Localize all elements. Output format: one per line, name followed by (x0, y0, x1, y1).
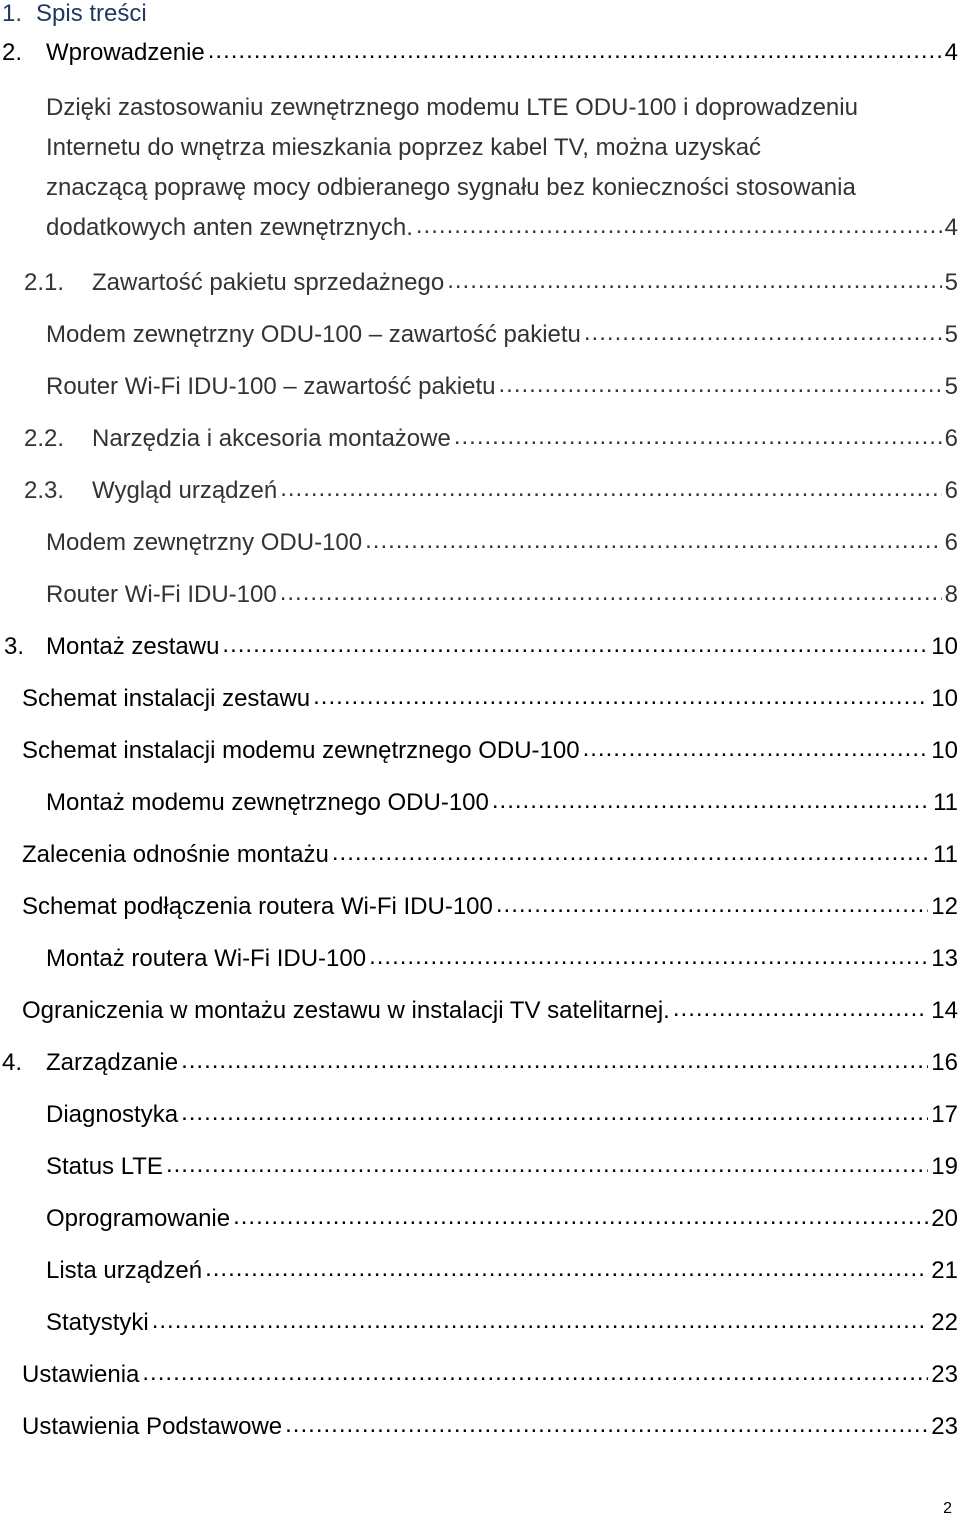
toc-entry-page: 6 (944, 477, 958, 504)
toc-entry[interactable] (24, 422, 960, 456)
toc-entry[interactable] (22, 682, 960, 716)
toc-entry-title: Router Wi-Fi IDU-100 (46, 581, 277, 608)
toc-entry[interactable] (46, 578, 960, 612)
toc-entry[interactable] (22, 734, 960, 768)
toc-entry-number: 3. (4, 633, 25, 660)
toc-dot-leader (496, 888, 928, 922)
toc-entry-title: Router Wi-Fi IDU-100 – zawartość pakietu (46, 373, 496, 400)
paragraph-last-line (46, 208, 960, 248)
toc-entry-page: 23 (931, 1361, 958, 1388)
toc-entry-title: Ograniczenia w montażu zestawu w instalacji TV satelitarnej. (22, 997, 670, 1024)
toc-entry-number: 2.1. (24, 269, 65, 296)
toc-entry[interactable] (22, 838, 960, 872)
toc-entry-title: Statystyki (46, 1309, 149, 1336)
toc-entry-page: 5 (944, 321, 958, 348)
toc-entry-number: 2. (2, 39, 23, 66)
toc-entry-page: 4 (944, 214, 958, 241)
toc-entry-title: Schemat instalacji modemu zewnętrznego ODU-100 (22, 737, 580, 764)
toc-dot-leader (181, 1044, 928, 1078)
toc-dot-leader (205, 1252, 928, 1286)
toc-dot-leader (498, 368, 941, 402)
toc-entry-page: 13 (931, 945, 958, 972)
toc-entry[interactable] (22, 994, 960, 1028)
toc-entry-title: Narzędzia i akcesoria montażowe (92, 425, 451, 452)
toc-entry[interactable] (46, 942, 960, 976)
toc-dot-leader (152, 1304, 929, 1338)
toc-entry[interactable] (46, 1150, 960, 1184)
toc-entry-number: 2.3. (24, 477, 65, 504)
toc-dot-leader (369, 940, 928, 974)
toc-heading-number: 1. (2, 0, 23, 27)
toc-entry[interactable] (22, 1358, 960, 1392)
toc-dot-leader (280, 472, 941, 506)
toc-dot-leader (416, 206, 942, 246)
toc-entry-page: 16 (931, 1049, 958, 1076)
toc-entry[interactable] (4, 630, 960, 664)
toc-entry[interactable] (24, 474, 960, 508)
toc-entry-title: Oprogramowanie (46, 1205, 231, 1232)
toc-entry-page: 19 (931, 1153, 958, 1180)
toc-entry-title: Montaż routera Wi-Fi IDU-100 (46, 945, 367, 972)
toc-dot-leader (181, 1096, 928, 1130)
toc-entry-title: Wprowadzenie (46, 39, 205, 66)
toc-dot-leader (313, 680, 928, 714)
toc-entry-title: Lista urządzeń (46, 1257, 203, 1284)
toc-dot-leader (285, 1408, 928, 1442)
toc-dot-leader (365, 524, 942, 558)
toc-dot-leader (166, 1148, 928, 1182)
toc-entry-page: 11 (933, 841, 958, 868)
toc-entry-page: 17 (931, 1101, 958, 1128)
toc-dot-leader (222, 628, 928, 662)
toc-entry-page: 21 (931, 1257, 958, 1284)
toc-dot-leader (280, 576, 942, 610)
toc-entry[interactable] (46, 1202, 960, 1236)
toc-entry[interactable] (46, 786, 960, 820)
toc-entry-page: 10 (931, 633, 958, 660)
toc-entry-title: Schemat instalacji zestawu (22, 685, 311, 712)
toc-entry-page: 8 (944, 581, 958, 608)
toc-entry-title: Montaż zestawu (46, 633, 220, 660)
toc-entry-title: Ustawienia (22, 1361, 140, 1388)
toc-entry[interactable] (46, 1254, 960, 1288)
toc-entry-page: 22 (931, 1309, 958, 1336)
toc-entry-title: Diagnostyka (46, 1101, 179, 1128)
page-number: 2 (943, 1500, 952, 1517)
toc-entry-page: 14 (931, 997, 958, 1024)
toc-entry-title: Zawartość pakietu sprzedażnego (92, 269, 445, 296)
paragraph-line: Dzięki zastosowaniu zewnętrznego modemu LTE ODU-100 i doprowadzeniu (46, 94, 858, 121)
toc-entry-page: 20 (931, 1205, 958, 1232)
toc-entry-page: 6 (944, 425, 958, 452)
paragraph-line: dodatkowych anten zewnętrznych. (46, 214, 413, 241)
toc-entry-wprowadzenie[interactable] (2, 36, 960, 70)
toc-entry-page: 10 (931, 685, 958, 712)
toc-entry[interactable] (22, 1410, 960, 1444)
toc-entry-intro-paragraph[interactable] (46, 88, 960, 248)
toc-dot-leader (233, 1200, 928, 1234)
toc-entry-page: 5 (944, 373, 958, 400)
toc-dot-leader (332, 836, 930, 870)
toc-entry[interactable] (22, 890, 960, 924)
toc-dot-leader (447, 264, 941, 298)
toc-entry-number: 4. (2, 1049, 23, 1076)
toc-entry-title: Zalecenia odnośnie montażu (22, 841, 329, 868)
toc-dot-leader (142, 1356, 928, 1390)
toc-entry-title: Montaż modemu zewnętrznego ODU-100 (46, 789, 489, 816)
toc-dot-leader (584, 316, 942, 350)
toc-dot-leader (208, 34, 942, 68)
toc-entry-title: Wygląd urządzeń (92, 477, 278, 504)
toc-entry[interactable] (46, 318, 960, 352)
toc-entry-page: 23 (931, 1413, 958, 1440)
toc-entry[interactable] (2, 1046, 960, 1080)
toc-entry-page: 6 (944, 529, 958, 556)
toc-entry-page: 12 (931, 893, 958, 920)
toc-entry-title: Modem zewnętrzny ODU-100 – zawartość pakietu (46, 321, 581, 348)
toc-entry-title: Modem zewnętrzny ODU-100 (46, 529, 363, 556)
toc-entry[interactable] (46, 1306, 960, 1340)
paragraph-line: Internetu do wnętrza mieszkania poprzez kabel TV, można uzyskać (46, 134, 762, 161)
toc-entry-title: Ustawienia Podstawowe (22, 1413, 283, 1440)
paragraph-line: znaczącą poprawę mocy odbieranego sygnału bez konieczności stosowania (46, 174, 856, 201)
toc-dot-leader (673, 992, 928, 1026)
toc-dot-leader (583, 732, 929, 766)
toc-entry-title: Status LTE (46, 1153, 163, 1180)
toc-dot-leader (492, 784, 930, 818)
toc-entry-title: Zarządzanie (46, 1049, 179, 1076)
toc-entry-number: 2.2. (24, 425, 65, 452)
toc-entry-page: 5 (944, 269, 958, 296)
toc-entry-title: Schemat podłączenia routera Wi-Fi IDU-100 (22, 893, 493, 920)
toc-entry[interactable] (24, 266, 960, 300)
toc-entry-page: 10 (931, 737, 958, 764)
toc-entry[interactable] (46, 1098, 960, 1132)
toc-entry-page: 4 (944, 39, 958, 66)
toc-entry[interactable] (46, 370, 960, 404)
toc-entry[interactable] (46, 526, 960, 560)
toc-entry-page: 11 (933, 789, 958, 816)
toc-heading-title: Spis treści (36, 0, 147, 27)
toc-dot-leader (454, 420, 942, 454)
